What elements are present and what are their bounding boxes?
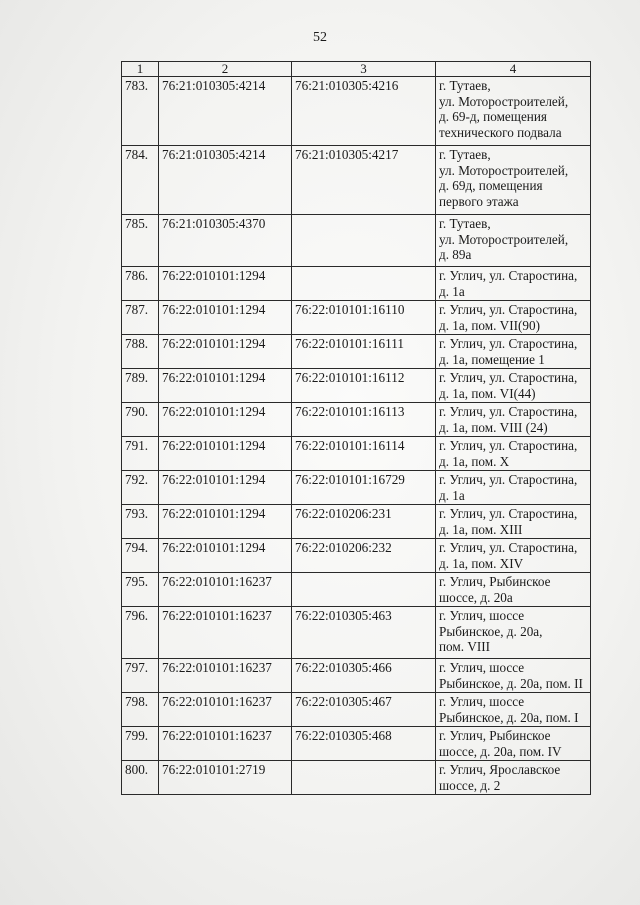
cadastral-number-cell: 76:22:010101:1294 — [159, 335, 292, 369]
table-row — [122, 77, 591, 146]
address-line: д. 1а, пом. VIII (24) — [439, 419, 548, 435]
row-number-cell: 800. — [122, 761, 159, 795]
table-header — [122, 62, 591, 77]
cadastral-number-cell: 76:21:010305:4214 — [159, 146, 292, 215]
address-line: г. Углич, ул. Старостина, — [439, 268, 578, 283]
address-line: г. Углич, шоссе — [439, 608, 525, 623]
premises-cadastral-number-cell: 76:22:010305:468 — [292, 727, 436, 761]
header-col-1: 1 — [122, 62, 159, 77]
row-number-cell: 799. — [122, 727, 159, 761]
row-number-cell: 792. — [122, 471, 159, 505]
table-row — [122, 267, 591, 301]
address-cell — [436, 369, 591, 403]
premises-cadastral-number-cell: 76:22:010101:16110 — [292, 301, 436, 335]
row-number-cell: 796. — [122, 607, 159, 659]
premises-cadastral-number-cell: 76:22:010305:463 — [292, 607, 436, 659]
premises-cadastral-number-cell — [292, 761, 436, 795]
property-table — [121, 61, 591, 795]
address-line: г. Тутаев, — [439, 147, 491, 162]
row-number-cell: 795. — [122, 573, 159, 607]
cadastral-number-cell: 76:22:010101:1294 — [159, 539, 292, 573]
row-number-cell: 789. — [122, 369, 159, 403]
address-line: шоссе, д. 2 — [439, 777, 501, 793]
header-col-3: 3 — [292, 62, 436, 77]
address-line: д. 69д, помещения — [439, 178, 543, 193]
row-number-cell: 790. — [122, 403, 159, 437]
cadastral-number-cell: 76:21:010305:4214 — [159, 77, 292, 146]
row-number-cell: 794. — [122, 539, 159, 573]
address-cell — [436, 573, 591, 607]
cadastral-number-cell: 76:22:010101:1294 — [159, 369, 292, 403]
premises-cadastral-number-cell — [292, 573, 436, 607]
cadastral-number-cell: 76:22:010101:1294 — [159, 301, 292, 335]
premises-cadastral-number-cell: 76:22:010101:16112 — [292, 369, 436, 403]
address-cell — [436, 77, 591, 146]
address-line: д. 1а — [439, 283, 465, 299]
address-line: г. Углич, ул. Старостина, — [439, 540, 578, 555]
address-cell — [436, 471, 591, 505]
address-line: г. Углич, шоссе — [439, 660, 525, 675]
cadastral-number-cell: 76:22:010101:16237 — [159, 693, 292, 727]
premises-cadastral-number-cell: 76:22:010101:16114 — [292, 437, 436, 471]
premises-cadastral-number-cell: 76:22:010305:467 — [292, 693, 436, 727]
address-cell — [436, 693, 591, 727]
page-number: 52 — [313, 30, 327, 45]
address-line: шоссе, д. 20а — [439, 589, 513, 605]
address-line: г. Тутаев, — [439, 78, 491, 93]
address-line: д. 89а — [439, 247, 472, 262]
table-row — [122, 693, 591, 727]
address-line: Рыбинское, д. 20а, пом. I — [439, 709, 579, 725]
address-line: технического подвала — [439, 124, 562, 140]
cadastral-number-cell: 76:21:010305:4370 — [159, 215, 292, 267]
table-row — [122, 146, 591, 215]
row-number-cell: 788. — [122, 335, 159, 369]
address-line: ул. Моторостроителей, — [439, 231, 569, 247]
table-row — [122, 505, 591, 539]
address-cell — [436, 539, 591, 573]
address-cell — [436, 505, 591, 539]
table-row — [122, 471, 591, 505]
address-cell — [436, 403, 591, 437]
cadastral-number-cell: 76:22:010101:16237 — [159, 573, 292, 607]
row-number-cell: 783. — [122, 77, 159, 146]
cadastral-number-cell: 76:22:010101:1294 — [159, 267, 292, 301]
table-row — [122, 573, 591, 607]
cadastral-number-cell: 76:22:010101:1294 — [159, 403, 292, 437]
address-line: г. Углич, ул. Старостина, — [439, 472, 578, 487]
table-row — [122, 761, 591, 795]
address-line: г. Углич, ул. Старостина, — [439, 370, 578, 385]
cadastral-number-cell: 76:22:010101:1294 — [159, 471, 292, 505]
address-line: пом. VIII — [439, 639, 491, 654]
header-col-4: 4 — [436, 62, 591, 77]
address-cell — [436, 607, 591, 659]
address-line: д. 1а — [439, 487, 465, 503]
row-number-cell: 784. — [122, 146, 159, 215]
address-line: Рыбинское, д. 20а, — [439, 623, 543, 639]
row-number-cell: 791. — [122, 437, 159, 471]
address-line: д. 1а, пом. X — [439, 453, 510, 469]
row-number-cell: 797. — [122, 659, 159, 693]
premises-cadastral-number-cell — [292, 267, 436, 301]
address-line: Рыбинское, д. 20а, пом. II — [439, 675, 583, 691]
table-row — [122, 301, 591, 335]
premises-cadastral-number-cell — [292, 215, 436, 267]
table-row — [122, 437, 591, 471]
row-number-cell: 786. — [122, 267, 159, 301]
address-cell — [436, 335, 591, 369]
address-cell — [436, 301, 591, 335]
address-line: д. 1а, пом. XIII — [439, 521, 523, 537]
address-line: г. Углич, ул. Старостина, — [439, 336, 578, 351]
address-line: ул. Моторостроителей, — [439, 93, 569, 109]
table-row — [122, 539, 591, 573]
address-cell — [436, 146, 591, 215]
table-row — [122, 215, 591, 267]
address-cell — [436, 727, 591, 761]
address-line: г. Углич, ул. Старостина, — [439, 302, 578, 317]
address-line: д. 1а, пом. VI(44) — [439, 385, 536, 401]
premises-cadastral-number-cell: 76:22:010101:16111 — [292, 335, 436, 369]
table-row — [122, 727, 591, 761]
premises-cadastral-number-cell: 76:22:010206:232 — [292, 539, 436, 573]
address-line: г. Углич, шоссе — [439, 694, 525, 709]
table-row — [122, 335, 591, 369]
table-body — [122, 77, 591, 795]
address-cell — [436, 761, 591, 795]
cadastral-number-cell: 76:22:010101:1294 — [159, 505, 292, 539]
address-cell — [436, 267, 591, 301]
address-line: д. 1а, пом. VII(90) — [439, 317, 540, 333]
row-number-cell: 798. — [122, 693, 159, 727]
premises-cadastral-number-cell: 76:21:010305:4216 — [292, 77, 436, 146]
cadastral-number-cell: 76:22:010101:16237 — [159, 607, 292, 659]
row-number-cell: 785. — [122, 215, 159, 267]
premises-cadastral-number-cell: 76:22:010101:16729 — [292, 471, 436, 505]
address-line: д. 1а, пом. XIV — [439, 555, 524, 571]
premises-cadastral-number-cell: 76:22:010305:466 — [292, 659, 436, 693]
address-line: д. 69-д, помещения — [439, 109, 547, 124]
address-line: г. Углич, Рыбинское — [439, 574, 551, 589]
address-line: г. Углич, ул. Старостина, — [439, 438, 578, 453]
table-row — [122, 403, 591, 437]
row-number-cell: 793. — [122, 505, 159, 539]
address-line: шоссе, д. 20а, пом. IV — [439, 743, 562, 759]
cadastral-number-cell: 76:22:010101:1294 — [159, 437, 292, 471]
address-cell — [436, 437, 591, 471]
address-cell — [436, 215, 591, 267]
faint-stamp-mark — [215, 880, 375, 890]
header-col-2: 2 — [159, 62, 292, 77]
premises-cadastral-number-cell: 76:21:010305:4217 — [292, 146, 436, 215]
address-cell — [436, 659, 591, 693]
table-row — [122, 369, 591, 403]
address-line: г. Углич, ул. Старостина, — [439, 404, 578, 419]
address-line: д. 1а, помещение 1 — [439, 351, 545, 367]
table-row — [122, 607, 591, 659]
premises-cadastral-number-cell: 76:22:010206:231 — [292, 505, 436, 539]
address-line: г. Углич, Рыбинское — [439, 728, 551, 743]
premises-cadastral-number-cell: 76:22:010101:16113 — [292, 403, 436, 437]
cadastral-number-cell: 76:22:010101:16237 — [159, 727, 292, 761]
cadastral-number-cell: 76:22:010101:2719 — [159, 761, 292, 795]
address-line: ул. Моторостроителей, — [439, 162, 569, 178]
table-row — [122, 659, 591, 693]
address-line: первого этажа — [439, 193, 519, 209]
row-number-cell: 787. — [122, 301, 159, 335]
address-line: г. Тутаев, — [439, 216, 491, 231]
address-line: г. Углич, Ярославское — [439, 762, 561, 777]
header-row — [122, 62, 591, 77]
address-line: г. Углич, ул. Старостина, — [439, 506, 578, 521]
cadastral-number-cell: 76:22:010101:16237 — [159, 659, 292, 693]
